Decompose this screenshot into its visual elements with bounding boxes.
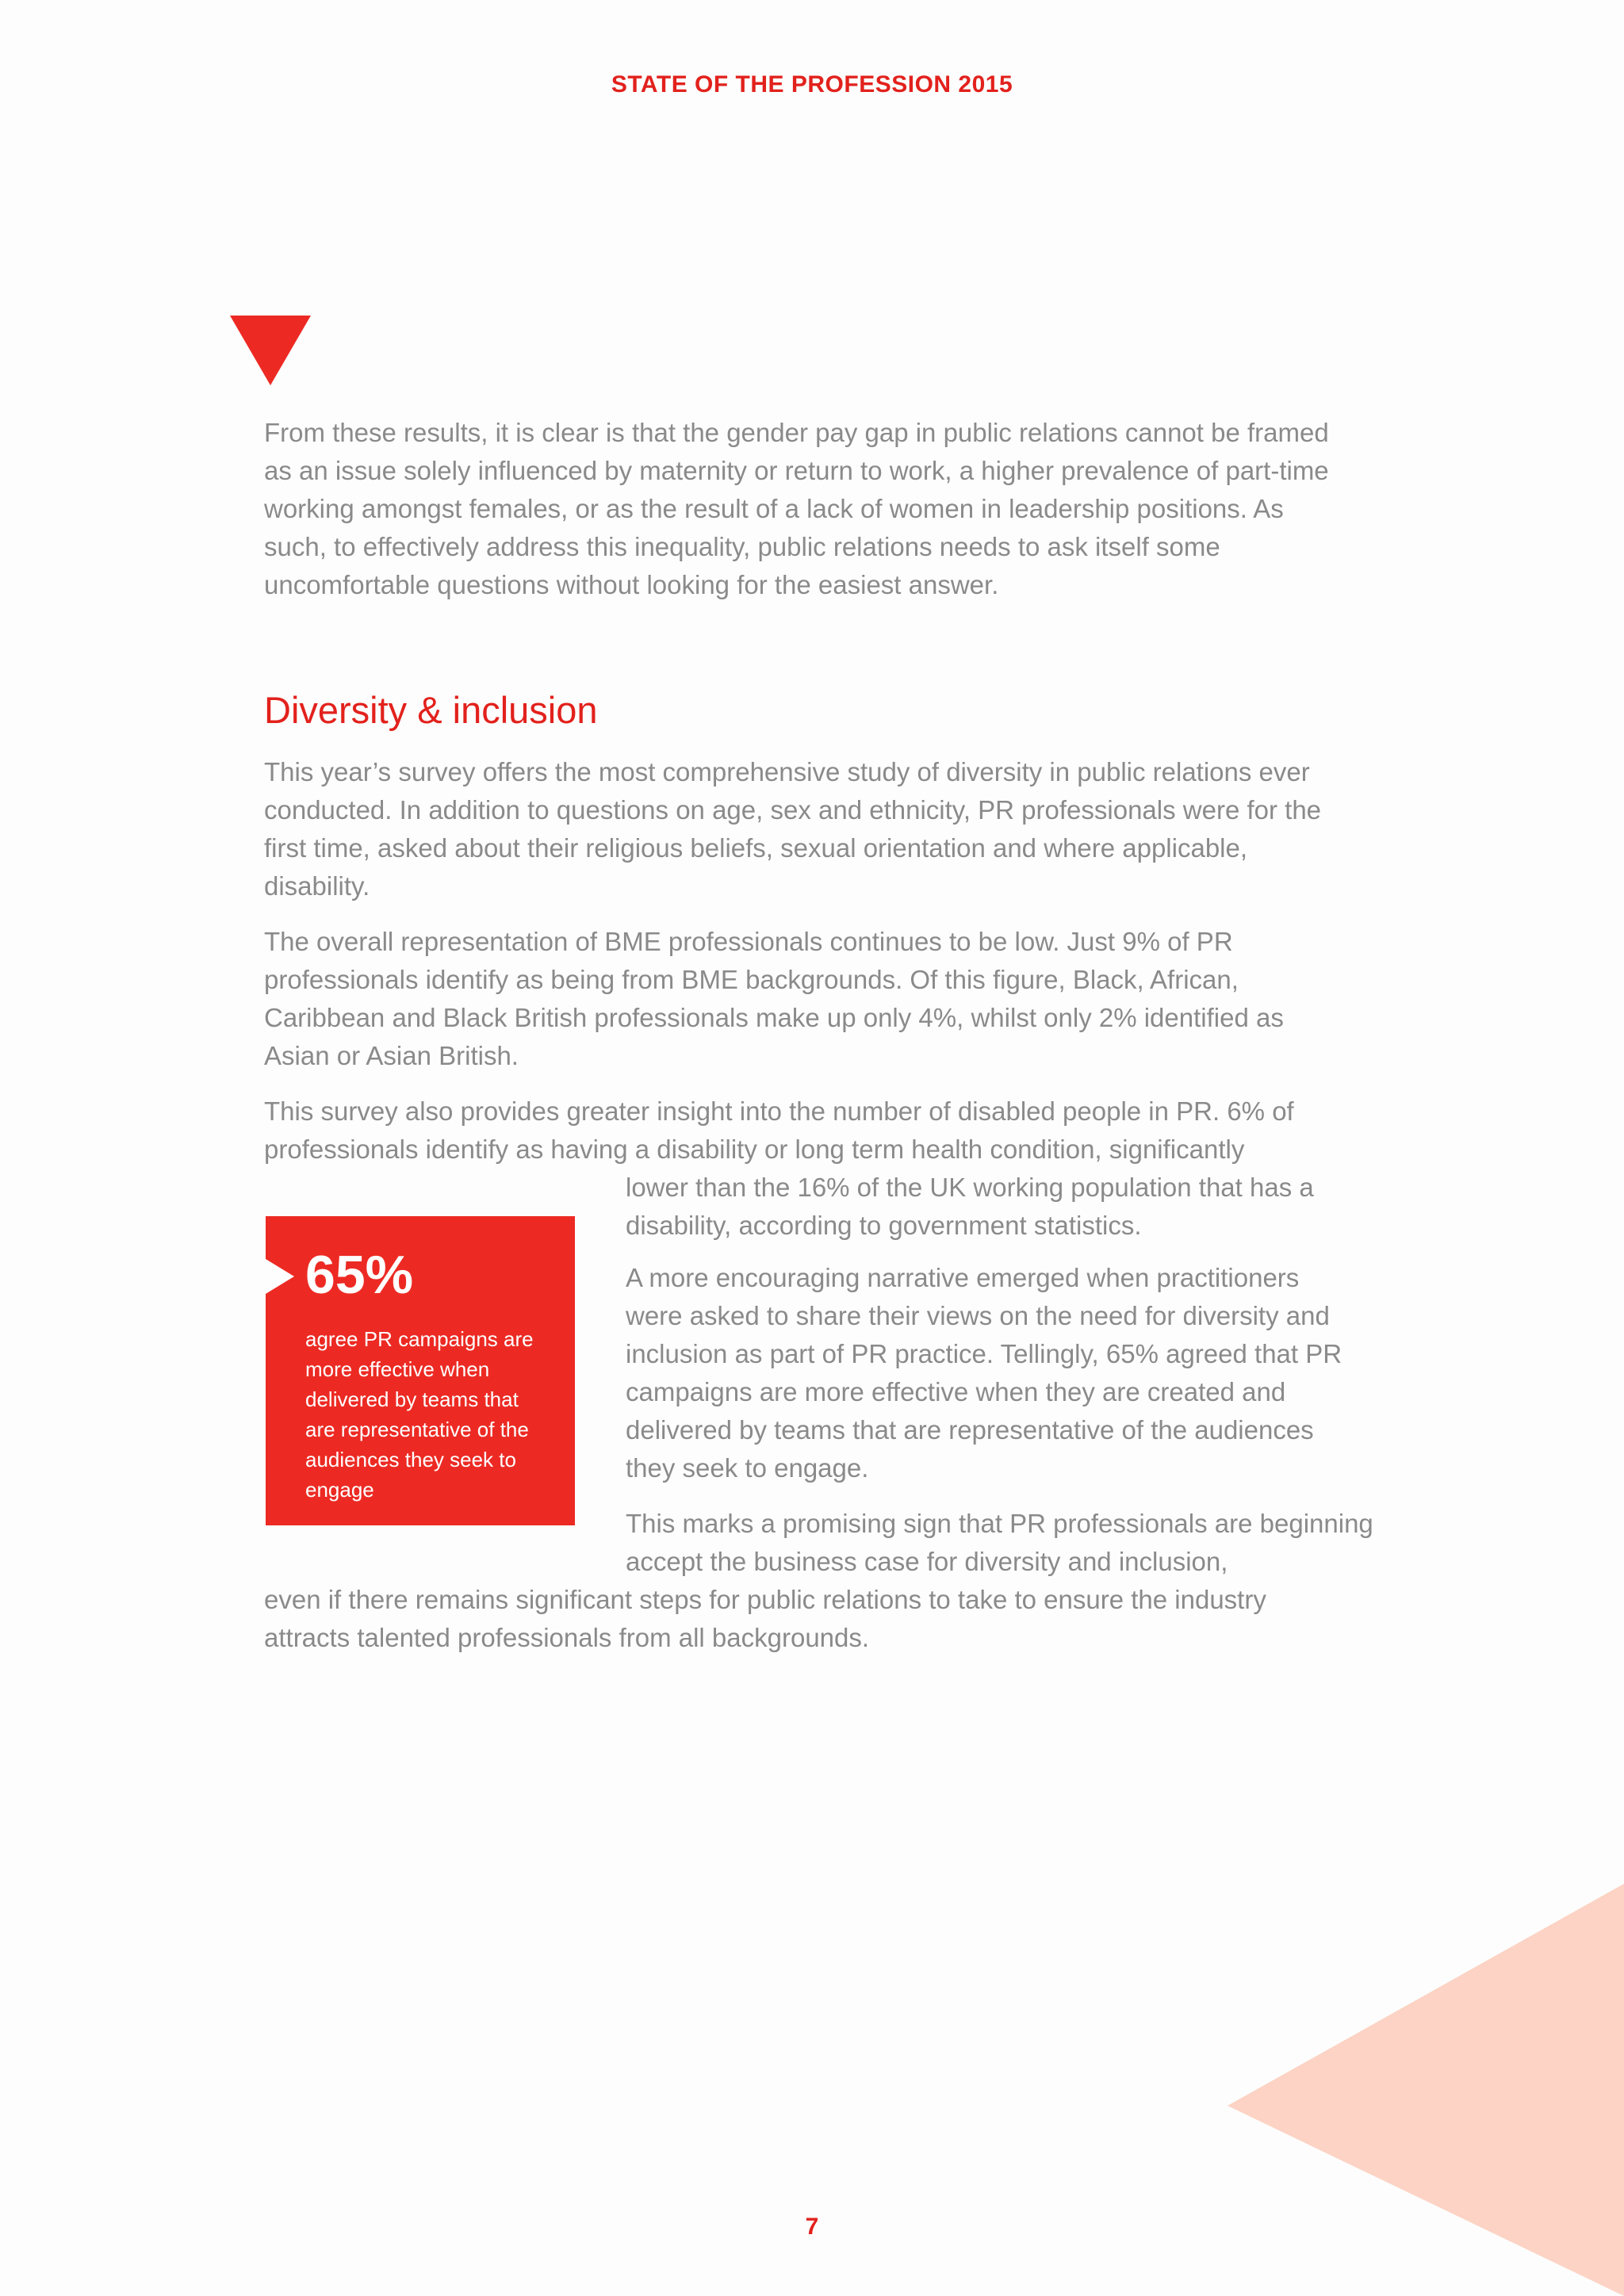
diversity-paragraph-3-end: lower than the 16% of the UK working population that has a disability, according to government statistics.	[626, 1173, 1314, 1240]
diversity-paragraph-1: This year’s survey offers the most comprehensive study of diversity in public relations ever conducted. In addition to questions on age, sex and ethnicity, PR professionals were for the first time, asked about their religious beliefs, sexual orientation and where applicable, disability.	[264, 757, 1322, 901]
diversity-paragraph-5-end: even if there remains significant steps for public relations to take to ensure the industry attracts talented professionals from all backgrounds.	[264, 1585, 1266, 1652]
callout-stat: 65%	[305, 1245, 414, 1305]
diversity-paragraph-5-start: This marks a promising sign that PR professionals are beginning accept the business case for diversity and inclusion,	[626, 1509, 1373, 1576]
intro-paragraph: From these results, it is clear is that the gender pay gap in public relations cannot be framed as an issue solely influenced by maternity or return to work, a higher prevalence of part-time working amongst females, or as the result of a lack of women in leadership positions. As such, to effectively address this inequality, public relations needs to ask itself some uncomfortable questions without looking for the easiest answer.	[264, 418, 1329, 599]
section-heading: Diversity & inclusion	[264, 689, 598, 731]
running-title: STATE OF THE PROFESSION 2015	[611, 71, 1013, 98]
diversity-paragraph-2: The overall representation of BME professionals continues to be low. Just 9% of PR professionals identify as being from BME backgrounds. Of this figure, Black, African, Caribbean and Black British professionals make up only 4%, whilst only 2% identified as Asian or Asian British.	[264, 927, 1284, 1070]
red-triangle-marker-icon	[230, 316, 311, 385]
page-number: 7	[805, 2214, 819, 2240]
diversity-paragraph-4: A more encouraging narrative emerged when practitioners were asked to share their views on the need for diversity and inclusion as part of PR practice. Tellingly, 65% agreed that PR campaigns are more effective when they are created and delivered by teams that are representative of the audiences they seek to engage.	[626, 1263, 1342, 1483]
callout-notch-icon	[266, 1259, 294, 1294]
callout-text: agree PR campaigns are more effective when delivered by teams that are representative of the audiences they seek to engage	[305, 1327, 534, 1502]
stat-callout-box	[266, 1216, 575, 1525]
diversity-paragraph-3-start: This survey also provides greater insight into the number of disabled people in PR. 6% of professionals identify as having a disability or long term health condition, significantly	[264, 1096, 1294, 1164]
